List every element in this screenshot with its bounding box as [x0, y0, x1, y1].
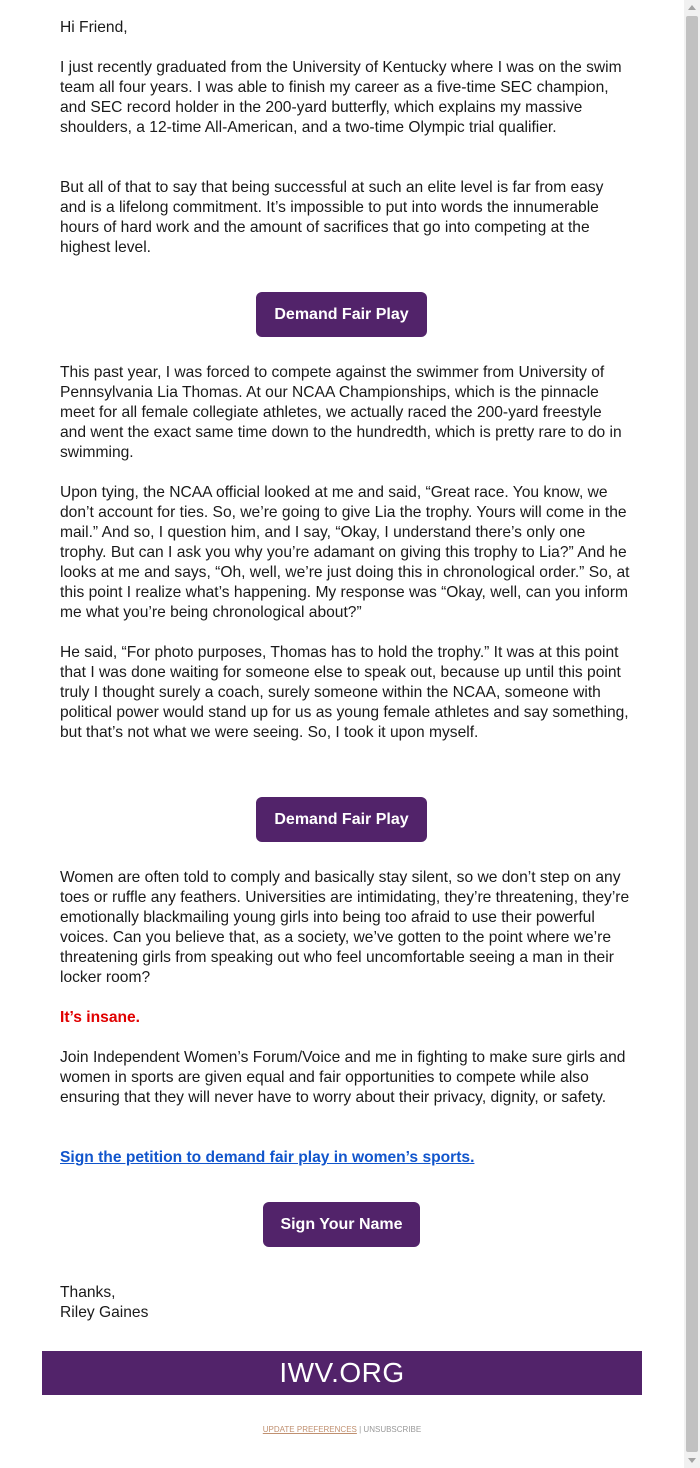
- paragraph-photo: He said, “For photo purposes, Thomas has to hold the trophy.” It was at this point that I was done waiting for someone else to speak out, because up until this point truly I thought surely a coach, surely someone within the NCAA, someone with political power would stand up for us as young female athletes and say something, but that’s not what we were seeing. So, I took it upon myself.: [60, 644, 629, 741]
- greeting: Hi Friend,: [60, 19, 128, 36]
- paragraph-join: Join Independent Women’s Forum/Voice and me in fighting to make sure girls and women in sports are given equal and fair opportunities to compete while also ensuring that they will never have to worry about their privacy, dignity, or safety.: [60, 1049, 626, 1106]
- iwv-banner[interactable]: IWV.ORG: [42, 1351, 642, 1395]
- paragraph-intro: I just recently graduated from the University of Kentucky where I was on the swim team all four years. I was able to finish my career as a five-time SEC champion, and SEC record holder in the 200-yard butterfly, which explains my massive shoulders, a 12-time All-American, and a two-time Olympic trial qualifier.: [60, 59, 622, 136]
- footer-links: [0, 1425, 684, 1434]
- unsubscribe-link[interactable]: UNSUBSCRIBE: [363, 1425, 422, 1434]
- scroll-up-arrow-icon[interactable]: [688, 5, 696, 10]
- footer-separator: |: [359, 1425, 362, 1434]
- paragraph-tie: Upon tying, the NCAA official looked at me and said, “Great race. You know, we don’t account for ties. So, we’re going to give Lia the trophy. Yours will come in the mail.” And so, I question him, and I say, “Okay, I understand there’s only one trophy. But can I ask you why you’re adamant on giving this trophy to Lia?” And he looks at me and says, “Oh, well, we’re just doing this in chronological order.” So, at this point I realize what’s happening. My response was “Okay, well, can you inform me what you’re being chronological about?”: [60, 484, 630, 621]
- scroll-down-arrow-icon[interactable]: [688, 1458, 696, 1463]
- vertical-scrollbar[interactable]: [684, 0, 700, 1468]
- update-preferences-link[interactable]: UPDATE PREFERENCES: [262, 1425, 357, 1434]
- demand-fair-play-button[interactable]: Demand Fair Play: [256, 292, 427, 337]
- demand-fair-play-button-2[interactable]: Demand Fair Play: [256, 797, 427, 842]
- scrollbar-thumb[interactable]: [686, 16, 698, 1452]
- signoff: Thanks,: [60, 1284, 116, 1301]
- its-insane-text: It’s insane.: [60, 1009, 141, 1026]
- sign-your-name-button[interactable]: Sign Your Name: [263, 1202, 420, 1247]
- paragraph-commitment: But all of that to say that being successful at such an elite level is far from easy and is a lifelong commitment. It’s impossible to put into words the innumerable hours of hard work and the amount of sacrifices that go into competing at the highest level.: [60, 179, 604, 256]
- petition-link[interactable]: Sign the petition to demand fair play in women’s sports.: [60, 1149, 475, 1166]
- signature: Riley Gaines: [60, 1304, 149, 1321]
- paragraph-women: Women are often told to comply and basically stay silent, so we don’t step on any toes or ruffle any feathers. Universities are intimidating, they’re threatening, they’re emotionally blackmailing young girls into being too afraid to use their powerful voices. Can you believe that, as a society, we’ve gotten to the point where we’re threatening girls from speaking out who feel uncomfortable seeing a man in their locker room?: [60, 869, 630, 986]
- paragraph-lia-thomas: This past year, I was forced to compete against the swimmer from University of Pennsylvania Lia Thomas. At our NCAA Championships, which is the pinnacle meet for all female collegiate athletes, we actually raced the 200-yard freestyle and went the exact same time down to the hundredth, which is pretty rare to do in swimming.: [60, 364, 622, 461]
